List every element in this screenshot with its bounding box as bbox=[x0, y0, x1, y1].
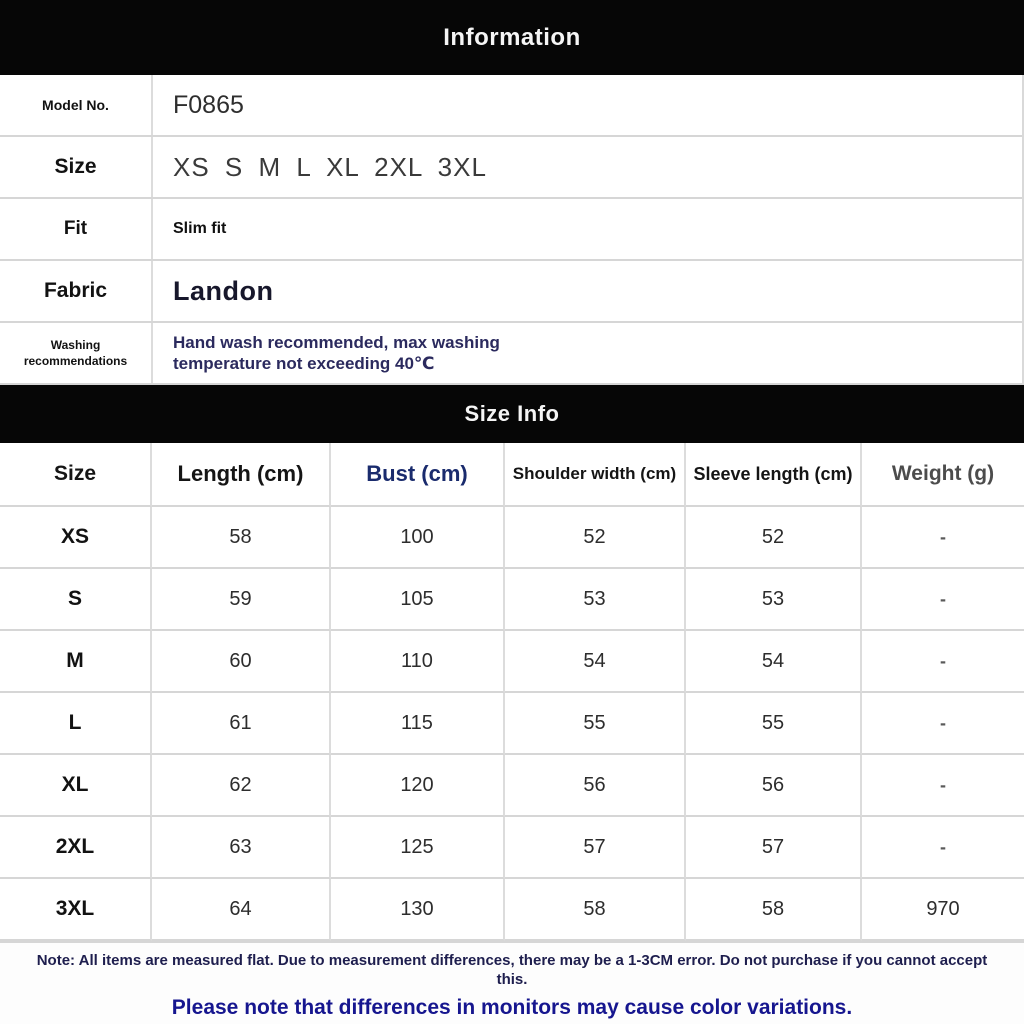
washing-label: Washing recommendations bbox=[0, 323, 153, 383]
monitor-color-note: Please note that differences in monitors may cause color variations. bbox=[171, 995, 853, 1019]
size-chart-table bbox=[0, 443, 1024, 943]
cell-length: 60 bbox=[152, 631, 331, 693]
information-title: Information bbox=[443, 23, 581, 51]
cell-shoulder: 54 bbox=[505, 631, 686, 693]
fabric-value: Landon bbox=[173, 275, 274, 306]
fit-label: Fit bbox=[0, 199, 153, 259]
info-row-model-no bbox=[0, 75, 1022, 137]
cell-bust: 100 bbox=[331, 507, 505, 569]
info-row-fit bbox=[0, 199, 1022, 261]
cell-size: L bbox=[0, 693, 152, 755]
cell-length: 62 bbox=[152, 755, 331, 817]
fabric-label: Fabric bbox=[0, 261, 153, 321]
table-row-xs bbox=[0, 507, 1024, 569]
table-row-2xl bbox=[0, 817, 1024, 879]
table-row-xl bbox=[0, 755, 1024, 817]
cell-weight: - bbox=[862, 631, 1024, 693]
cell-size: XL bbox=[0, 755, 152, 817]
information-section-header bbox=[0, 0, 1024, 75]
cell-weight: 970 bbox=[862, 879, 1024, 941]
table-row-l bbox=[0, 693, 1024, 755]
cell-size: S bbox=[0, 569, 152, 631]
col-header-bust: Bust (cm) bbox=[331, 443, 505, 507]
cell-size: M bbox=[0, 631, 152, 693]
cell-bust: 105 bbox=[331, 569, 505, 631]
cell-shoulder: 56 bbox=[505, 755, 686, 817]
cell-size: 3XL bbox=[0, 879, 152, 941]
cell-weight: - bbox=[862, 693, 1024, 755]
cell-bust: 110 bbox=[331, 631, 505, 693]
table-row-m bbox=[0, 631, 1024, 693]
cell-sleeve: 58 bbox=[686, 879, 862, 941]
cell-size: 2XL bbox=[0, 817, 152, 879]
table-row-3xl bbox=[0, 879, 1024, 941]
cell-weight: - bbox=[862, 755, 1024, 817]
cell-sleeve: 55 bbox=[686, 693, 862, 755]
cell-sleeve: 53 bbox=[686, 569, 862, 631]
washing-value-text: Hand wash recommended, max washing temperature not exceeding 40℃ bbox=[173, 332, 500, 373]
cell-length: 63 bbox=[152, 817, 331, 879]
col-header-shoulder: Shoulder width (cm) bbox=[505, 443, 686, 507]
model-no-value: F0865 bbox=[173, 90, 244, 119]
cell-sleeve: 54 bbox=[686, 631, 862, 693]
measurement-note: Note: All items are measured flat. Due to measurement differences, there may be a 1-3CM error. Do not purchase if you cannot accept this. bbox=[36, 952, 988, 988]
cell-shoulder: 53 bbox=[505, 569, 686, 631]
col-header-weight: Weight (g) bbox=[862, 443, 1024, 507]
cell-length: 58 bbox=[152, 507, 331, 569]
cell-bust: 130 bbox=[331, 879, 505, 941]
cell-bust: 115 bbox=[331, 693, 505, 755]
col-header-sleeve: Sleeve length (cm) bbox=[686, 443, 862, 507]
cell-bust: 120 bbox=[331, 755, 505, 817]
cell-shoulder: 58 bbox=[505, 879, 686, 941]
info-row-size bbox=[0, 137, 1022, 199]
size-info-title: Size Info bbox=[464, 401, 560, 426]
size-value: XS S M L XL 2XL 3XL bbox=[173, 151, 487, 182]
cell-length: 64 bbox=[152, 879, 331, 941]
cell-weight: - bbox=[862, 507, 1024, 569]
col-header-size: Size bbox=[0, 443, 152, 507]
cell-sleeve: 56 bbox=[686, 755, 862, 817]
col-header-length: Length (cm) bbox=[152, 443, 331, 507]
info-row-washing bbox=[0, 323, 1022, 385]
cell-length: 59 bbox=[152, 569, 331, 631]
size-info-section-header bbox=[0, 385, 1024, 443]
cell-weight: - bbox=[862, 817, 1024, 879]
size-label: Size bbox=[0, 137, 153, 197]
cell-sleeve: 52 bbox=[686, 507, 862, 569]
cell-shoulder: 57 bbox=[505, 817, 686, 879]
fit-value: Slim fit bbox=[173, 220, 227, 237]
information-table bbox=[0, 75, 1024, 385]
washing-value bbox=[153, 323, 1022, 383]
footer-notes bbox=[0, 943, 1024, 1020]
cell-weight: - bbox=[862, 569, 1024, 631]
cell-length: 61 bbox=[152, 693, 331, 755]
info-row-fabric bbox=[0, 261, 1022, 323]
model-no-label: Model No. bbox=[0, 75, 153, 135]
cell-sleeve: 57 bbox=[686, 817, 862, 879]
cell-shoulder: 55 bbox=[505, 693, 686, 755]
cell-shoulder: 52 bbox=[505, 507, 686, 569]
size-table-header-row bbox=[0, 443, 1024, 507]
cell-bust: 125 bbox=[331, 817, 505, 879]
cell-size: XS bbox=[0, 507, 152, 569]
table-row-s bbox=[0, 569, 1024, 631]
